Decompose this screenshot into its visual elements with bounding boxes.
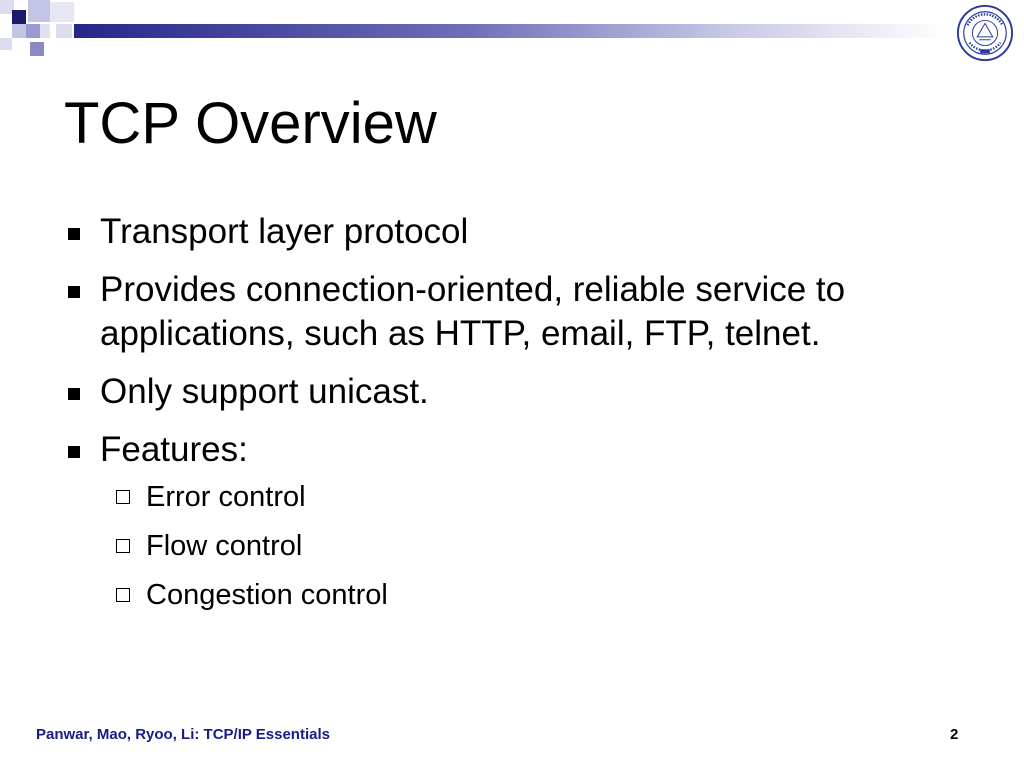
sub-bullet-text: Flow control [146,530,303,562]
header-square [0,38,12,50]
bullet-text: Transport layer protocol [100,212,469,251]
bullet-item [64,268,984,356]
header-square [56,24,72,38]
header-square [26,24,40,38]
sub-bullet-item [100,576,984,614]
slide-title: TCP Overview [64,91,437,156]
header-square [12,10,26,24]
sub-bullet-item [100,478,984,516]
sub-bullet-text: Congestion control [146,579,388,611]
square-bullet-icon [68,446,80,458]
hollow-square-bullet-icon [116,539,130,553]
sub-bullet-list [100,478,984,614]
bullet-list [64,210,984,628]
bullet-item [64,210,984,254]
bullet-item [64,370,984,414]
bullet-text: Only support unicast. [100,372,429,411]
bullet-text: Features: [100,430,248,469]
university-seal-icon [956,4,1014,62]
sub-bullet-item [100,527,984,565]
square-bullet-icon [68,228,80,240]
square-bullet-icon [68,388,80,400]
header-square [40,24,50,38]
bullet-item [64,428,984,614]
header-square [28,0,50,22]
header-square [12,24,26,38]
hollow-square-bullet-icon [116,588,130,602]
hollow-square-bullet-icon [116,490,130,504]
page-number: 2 [950,726,959,743]
bullet-text: Provides connection-oriented, reliable service to applications, such as HTTP, email, FTP, telnet. [100,270,846,353]
header-gradient-bar [74,24,946,38]
header-square [50,2,74,22]
header-square [30,42,44,56]
square-bullet-icon [68,286,80,298]
sub-bullet-text: Error control [146,481,306,513]
footer-authors: Panwar, Mao, Ryoo, Li: TCP/IP Essentials [36,726,330,743]
